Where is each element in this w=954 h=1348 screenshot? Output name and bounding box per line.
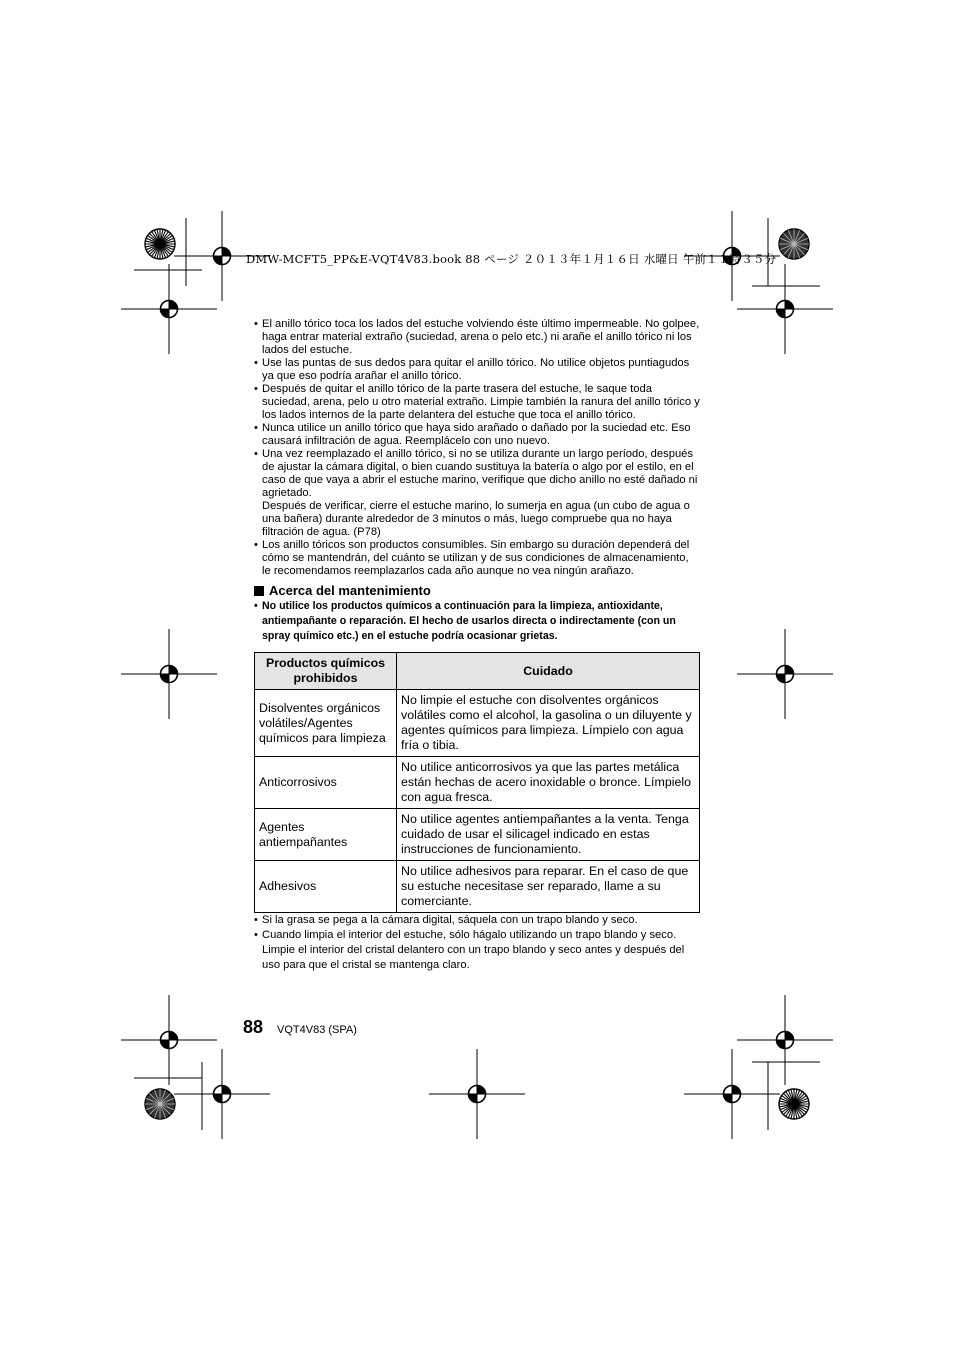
list-item: • Use las puntas de sus dedos para quitar el anillo tórico. No utilice objetos puntiagudos ya que eso podría arañar el anillo tórico.: [254, 357, 700, 383]
list-item: • Una vez reemplazado el anillo tórico, si no se utiliza durante un largo período, después de ajustar la cámara digital, o bien cuando sustituya la batería o algo por el estilo, en el caso de que vaya a abrir el estuche marino, verifique que dicho anillo no esté dañado ni agrietado. Después de verificar, cierre el estuche marino, lo sumerja en agua (un cubo de agua o una bañera) durante alrededor de 3 minutos o más, luego compruebe qua no haya filtración de agua. (P78): [254, 448, 700, 539]
table-row: [255, 690, 700, 757]
list-item-continuation: Después de verificar, cierre el estuche marino, lo sumerja en agua (un cubo de agua o una bañera) durante alrededor de 3 minutos o más, luego compruebe qua no haya filtración de agua. (P78): [262, 500, 690, 538]
page-number: 88: [243, 1017, 264, 1037]
main-content: [254, 318, 700, 973]
table-cell: Adhesivos: [255, 861, 397, 913]
color-burst-bottom-left: [145, 1089, 175, 1119]
table-cell: Anticorrosivos: [255, 757, 397, 809]
list-item: • Después de quitar el anillo tórico de la parte trasera del estuche, le saque toda suciedad, arena, pelo u otro material extraño. Limpie también la ranura del anillo tórico y los lados internos de la parte delantera del estuche que toca el anillo tórico.: [254, 383, 700, 422]
notes-list: [254, 913, 700, 973]
table-cell: No utilice anticorrosivos ya que las partes metálica están hechas de acero inoxidable o bronce. Límpielo con agua fresca.: [397, 757, 700, 809]
chemicals-table: [254, 652, 700, 913]
list-item: • Cuando limpia el interior del estuche, sólo hágalo utilizando un trapo blando y seco. Limpie el interior del cristal delantero con un trapo blando y seco antes y después del uso para que el cristal se mantenga claro.: [254, 928, 700, 973]
square-bullet-icon: [254, 586, 264, 596]
list-item: • Los anillo tóricos son productos consumibles. Sin embargo su duración dependerá del cómo se mantendrán, del cuánto se utilizan y de sus condiciones de almacenamiento, le recomendamos reemplazarlos cada año aunque no vea ningún arañazo.: [254, 539, 700, 578]
color-burst-top-left: [145, 229, 175, 259]
o-ring-bullets: [254, 318, 700, 578]
column-header: Cuidado: [397, 653, 700, 690]
list-item: • El anillo tórico toca los lados del estuche volviendo éste último impermeable. No golpee, haga entrar material extraño (suciedad, arena o pelo etc.) ni arañe el anillo tórico ni los lados del estuche.: [254, 318, 700, 357]
warning-text: • No utilice los productos químicos a continuación para la limpieza, antioxidante, antiempañante o reparación. El hecho de usarlos directa o indirectamente (con un spray químico etc.) en el estuche podría ocasionar grietas.: [254, 599, 700, 644]
table-cell: No utilice agentes antiempañantes a la venta. Tenga cuidado de usar el silicagel indicado en estas instrucciones de funcionamiento.: [397, 809, 700, 861]
table-cell: Disolventes orgánicos volátiles/Agentes químicos para limpieza: [255, 690, 397, 757]
table-cell: No utilice adhesivos para reparar. En el caso de que su estuche necesitase ser reparado, llame a su comerciante.: [397, 861, 700, 913]
warning-list: [254, 599, 700, 644]
list-item: • Si la grasa se pega a la cámara digital, sáquela con un trapo blando y seco.: [254, 913, 700, 928]
table-header-row: [255, 653, 700, 690]
color-burst-top-right: [779, 229, 809, 259]
table-row: [255, 757, 700, 809]
table-row: [255, 809, 700, 861]
table-cell: Agentes antiempañantes: [255, 809, 397, 861]
file-header: DMW-MCFT5_PP&E-VQT4V83.book 88 ページ ２０１３年１月１６日 水曜日 午前１１時３５分: [246, 252, 777, 266]
section-title: Acerca del mantenimiento: [269, 583, 431, 598]
column-header: Productos químicos prohibidos: [255, 653, 397, 690]
list-item: • Nunca utilice un anillo tórico que haya sido arañado o dañado por la suciedad etc. Eso causará infiltración de agua. Reemplácelo con uno nuevo.: [254, 422, 700, 448]
section-heading: [254, 583, 700, 599]
page-footer: [243, 1017, 357, 1038]
table-cell: No limpie el estuche con disolventes orgánicos volátiles como el alcohol, la gasolina o un diluyente y agentes químicos para limpieza. Límpielo con agua fría o tibia.: [397, 690, 700, 757]
document-code: VQT4V83 (SPA): [277, 1024, 357, 1036]
table-row: [255, 861, 700, 913]
color-burst-bottom-right: [779, 1089, 809, 1119]
